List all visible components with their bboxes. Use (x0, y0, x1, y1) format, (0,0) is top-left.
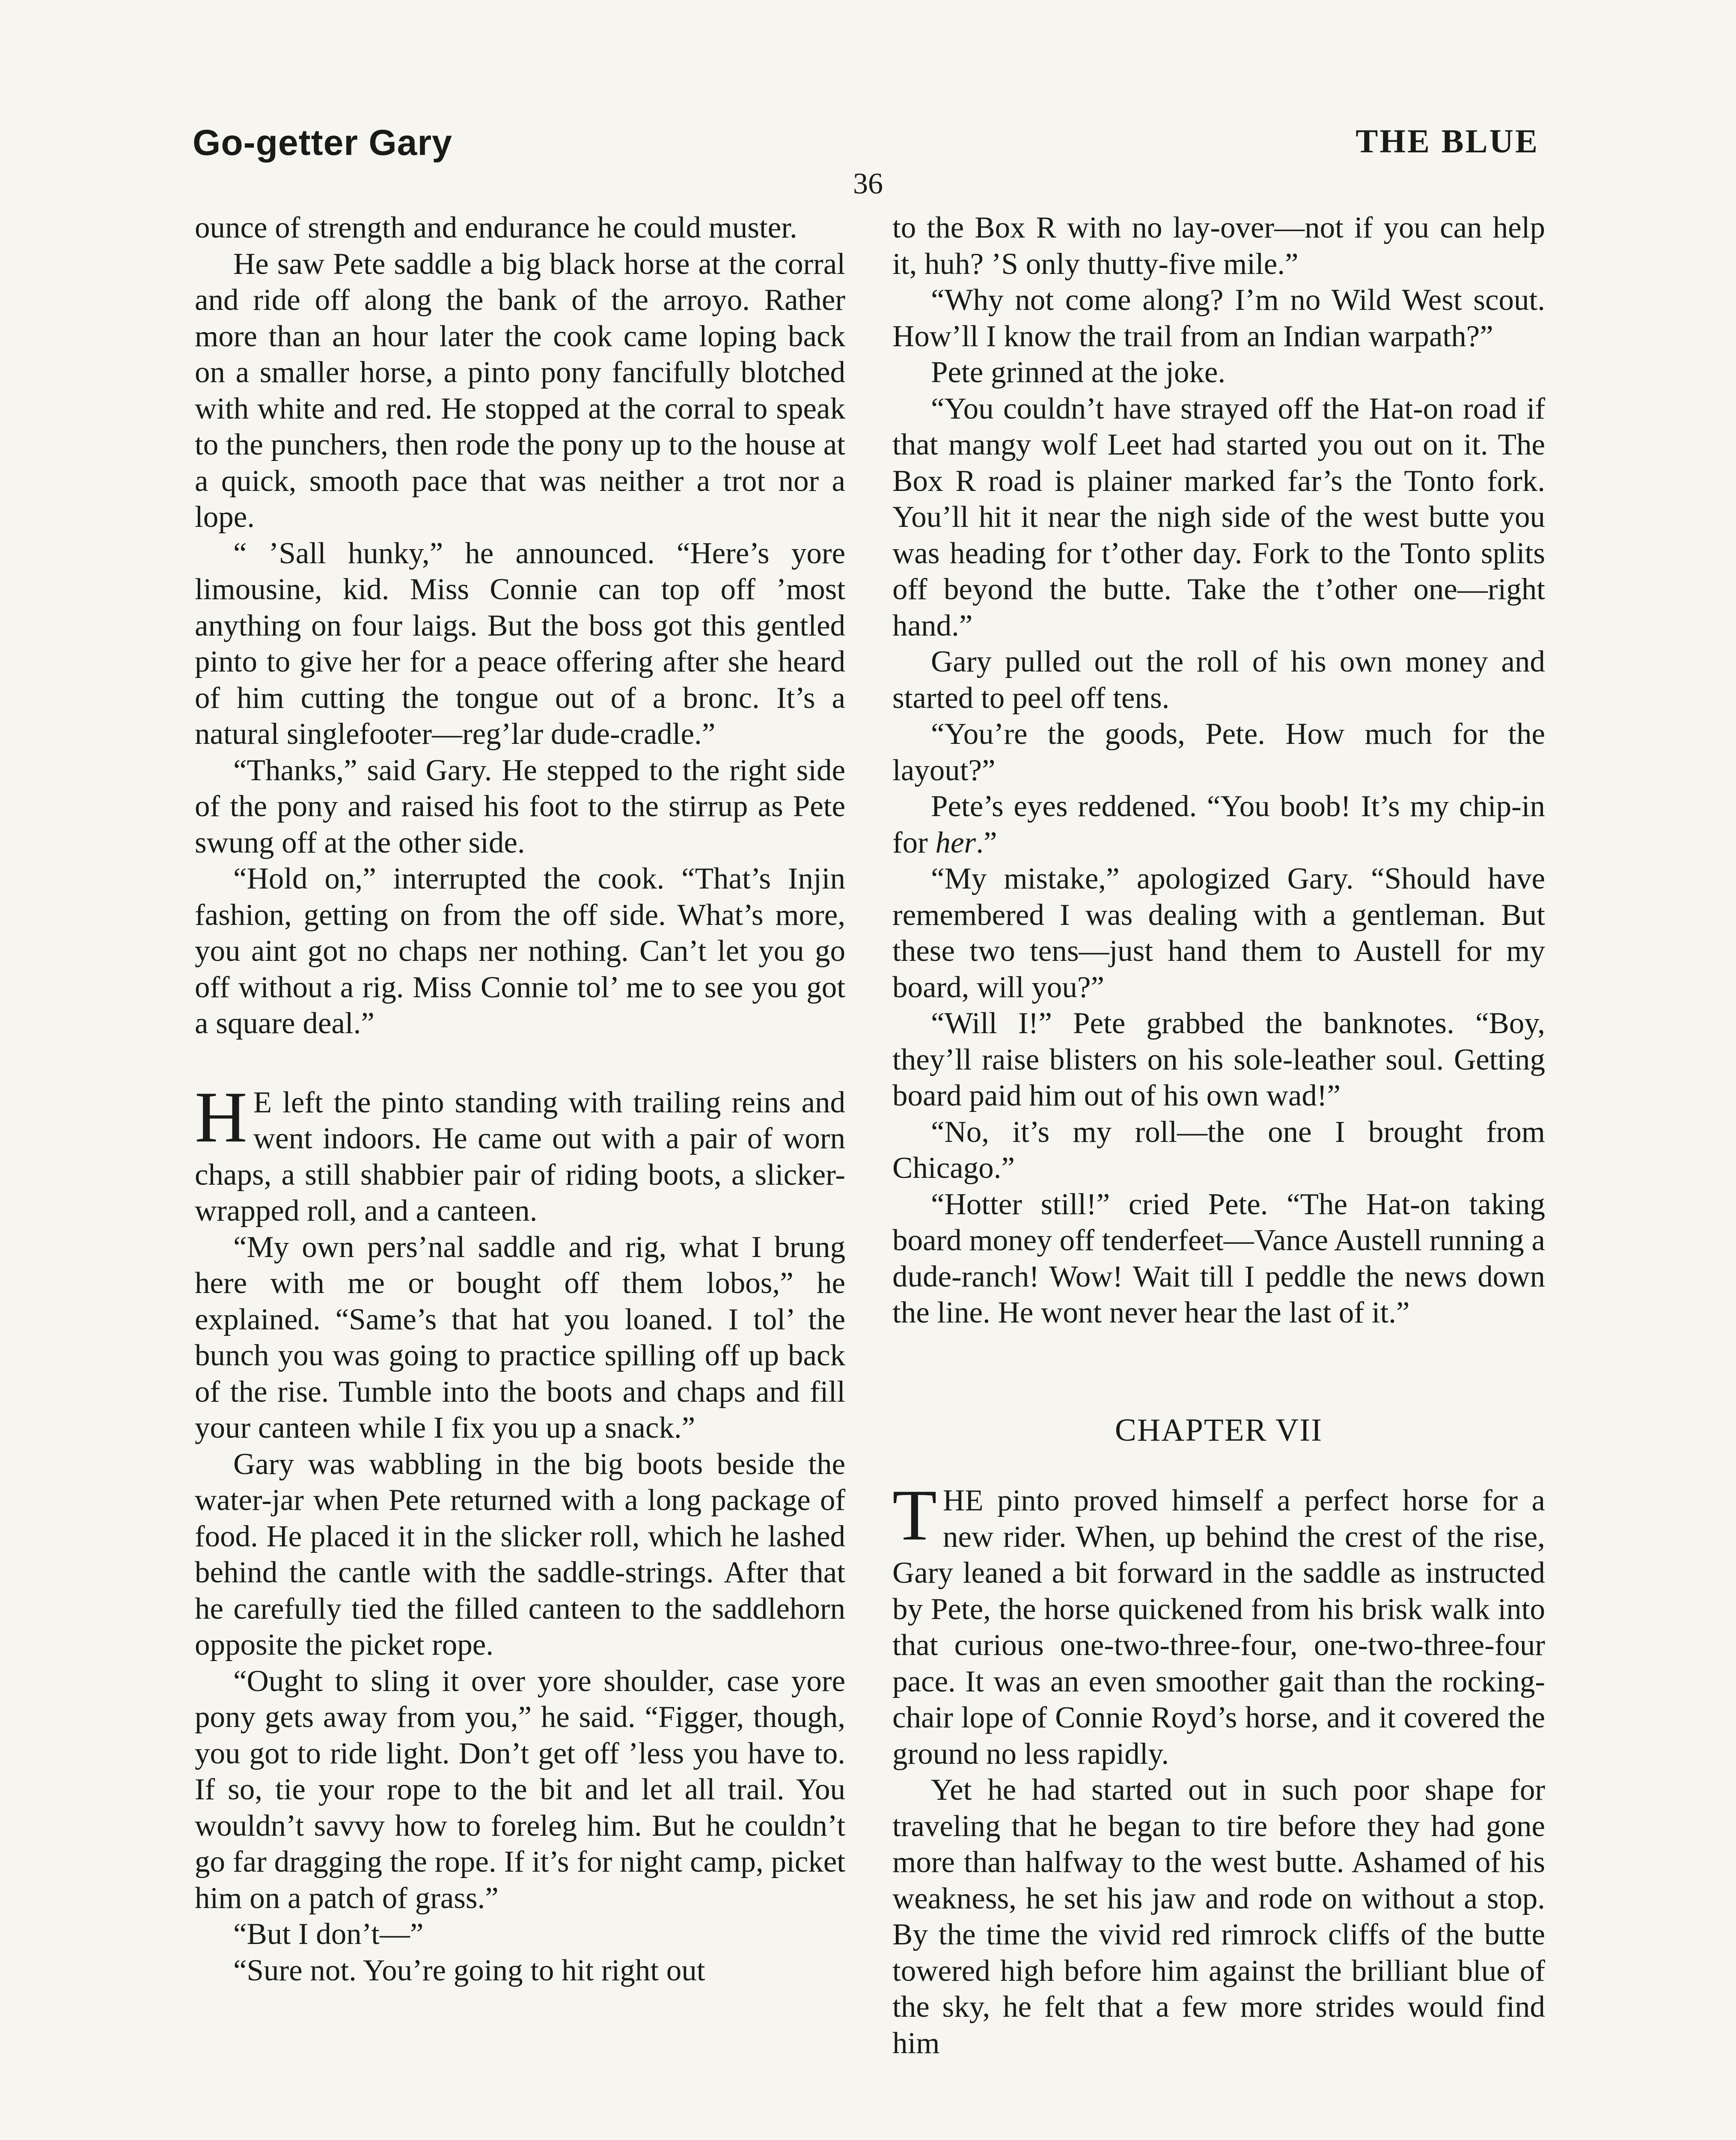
section-start-paragraph (195, 1076, 845, 1229)
paragraph: ounce of strength and endurance he could muster. (195, 211, 797, 244)
paragraph: “ ’Sall hunky,” he announced. “Here’s yore limousine, kid. Miss Connie can top off ’most anything on four laigs. But the boss got this gentled pinto to give her for a peace offering after she heard of him cutting the tongue out of a bronc. It’s a natural singlefooter—reg’lar dude-cradle.” (195, 536, 845, 751)
left-column (195, 210, 845, 1988)
paragraph: Gary pulled out the roll of his own money and started to peel off tens. (892, 645, 1545, 715)
paragraph: “Hotter still!” cried Pete. “The Hat-on taking board money off tenderfeet—Vance Austell running a dude-ranch! Wow! Wait till I peddle the news down the line. He wont never hear the last of it.” (892, 1187, 1545, 1329)
drop-cap: T (892, 1475, 937, 1555)
page-number: 36 (853, 167, 883, 200)
paragraph: “No, it’s my roll—the one I brought from Chicago.” (892, 1115, 1545, 1185)
text-run: Pete’s eyes reddened. “You boob! It’s my chip-in for (892, 790, 1545, 859)
chapter-start-text: HE pinto proved himself a perfect horse for a new rider. When, up behind the crest of the rise, Gary leaned a bit forward in the saddle as instructed by Pete, the horse quickened from his brisk walk into that curious one-two-three-four, one-two-three-four pace. It was an even smoother gait than the rocking-chair lope of Connie Royd’s horse, and it covered the ground no less rapidly. (892, 1484, 1545, 1771)
chapter-heading: CHAPTER VII (1115, 1412, 1323, 1448)
chapter-start-paragraph (892, 1475, 1545, 1772)
paragraph: Yet he had started out in such poor shape for traveling that he began to tire before they had gone more than halfway to the west butte. Ashamed of his weakness, he set his jaw and rode on without a stop. By the time the vivid red rimrock cliffs of the butte towered high before him against the brilliant blue of the sky, he felt that a few more strides would find him (892, 1773, 1545, 2060)
paragraph: “Sure not. You’re going to hit right out (233, 1953, 705, 1987)
paragraph: “Why not come along? I’m no Wild West scout. How’ll I know the trail from an Indian warpath?” (892, 283, 1545, 353)
running-head-right: THE BLUE (1356, 122, 1539, 160)
paragraph: “But I don’t—” (233, 1917, 424, 1951)
paragraph: to the Box R with no lay-over—not if you can help it, huh? ’S only thutty-five mile.” (892, 211, 1545, 281)
paragraph: He saw Pete saddle a big black horse at the corral and ride off along the bank of the arroyo. Rather more than an hour later the cook came loping back on a smaller horse, a pinto pony fancifully blotched with white and red. He stopped at the corral to speak to the punchers, then rode the pony up to the house at a quick, smooth pace that was neither a trot nor a lope. (195, 247, 845, 534)
paragraph: “My mistake,” apologized Gary. “Should have remembered I was dealing with a gentleman. But these two tens—just hand them to Austell for my board, will you?” (892, 862, 1545, 1004)
right-column (892, 210, 1545, 2061)
italic-word: her (935, 826, 976, 859)
paragraph: “Hold on,” interrupted the cook. “That’s Injin fashion, getting on from the off side. What’s more, you aint got no chaps ner nothing. Can’t let you go off without a rig. Miss Connie tol’ me to see you got a square deal.” (195, 862, 845, 1040)
running-head-left: Go-getter Gary (193, 122, 452, 163)
paragraph: Pete grinned at the joke. (931, 356, 1226, 389)
section-start-text: E left the pinto standing with trailing reins and went indoors. He came out with a pair of worn chaps, a still shabbier pair of riding boots, a slicker-wrapped roll, and a canteen. (195, 1085, 845, 1228)
paragraph: “Ought to sling it over yore shoulder, case yore pony gets away from you,” he said. “Figger, though, you got to ride light. Don’t get off ’less you have to. If so, tie your rope to the bit and let all trail. You wouldn’t savvy how to foreleg him. But he couldn’t go far dragging the rope. If it’s for night camp, picket him on a patch of grass.” (195, 1664, 845, 1915)
paragraph: “Will I!” Pete grabbed the banknotes. “Boy, they’ll raise blisters on his sole-leather soul. Getting board paid him out of his own wad!” (892, 1007, 1545, 1112)
paragraph: “You’re the goods, Pete. How much for the layout?” (892, 717, 1545, 787)
drop-cap: H (195, 1076, 247, 1157)
paragraph: “My own pers’nal saddle and rig, what I brung here with me or bought off them lobos,” he explained. “Same’s that hat you loaned. I tol’ the bunch you was going to practice spilling off up back of the rise. Tumble into the boots and chaps and fill your canteen while I fix you up a snack.” (195, 1230, 845, 1444)
paragraph: “Thanks,” said Gary. He stepped to the right side of the pony and raised his foot to the stirrup as Pete swung off at the other side. (195, 753, 845, 859)
paragraph: “You couldn’t have strayed off the Hat-on road if that mangy wolf Leet had started you out on it. The Box R road is plainer marked far’s the Tonto fork. You’ll hit it near the nigh side of the west butte you was heading for t’other day. Fork to the Tonto splits off beyond the butte. Take the t’other one—right hand.” (892, 392, 1545, 642)
paragraph (892, 788, 1545, 861)
paragraph: Gary was wabbling in the big boots beside the water-jar when Pete returned with a long package of food. He placed it in the slicker roll, which he lashed behind the cantle with the saddle-strings. After that he carefully tied the filled canteen to the saddlehorn opposite the picket rope. (195, 1447, 845, 1661)
text-run: .” (976, 826, 997, 859)
